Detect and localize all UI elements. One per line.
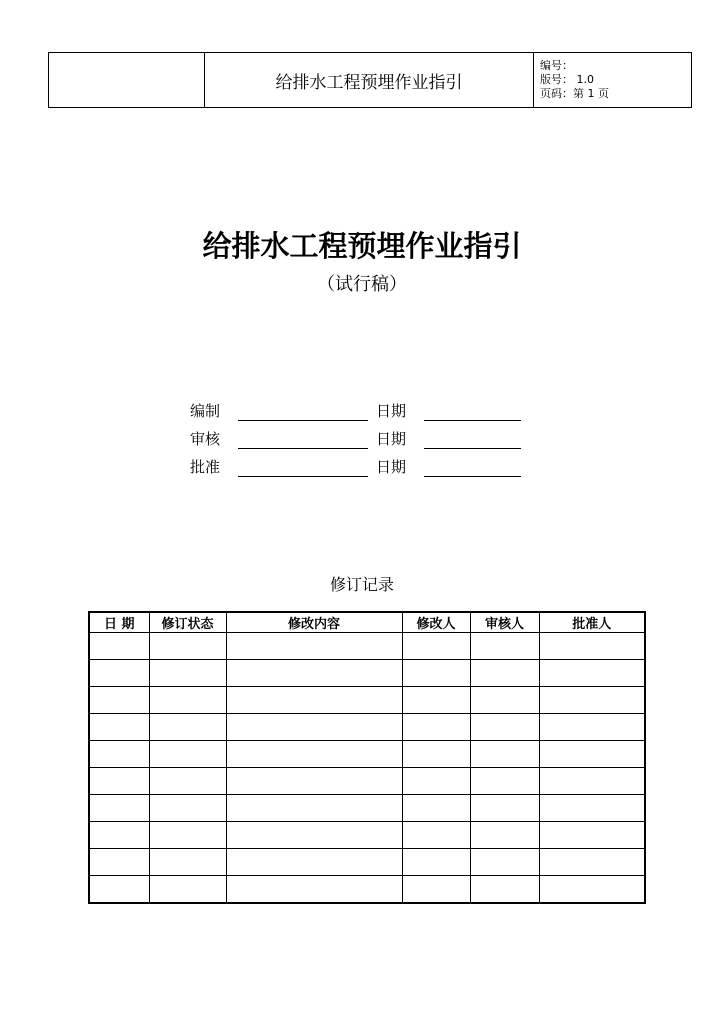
header-meta <box>534 53 691 107</box>
doc-page: 页码：第 1 页 <box>540 87 609 100</box>
table-cell <box>89 768 149 795</box>
table-cell <box>149 714 226 741</box>
signoff-label: 审核 <box>190 430 221 448</box>
revision-table <box>88 611 646 904</box>
table-row <box>89 714 645 741</box>
table-cell <box>226 741 402 768</box>
signoff-label: 编制 <box>190 402 221 420</box>
doc-version: 版号： 1.0 <box>540 73 594 86</box>
table-cell <box>402 822 470 849</box>
table-cell <box>226 633 402 660</box>
table-cell <box>539 741 645 768</box>
table-cell <box>149 849 226 876</box>
date-label: 日期 <box>376 430 407 448</box>
table-cell <box>402 768 470 795</box>
col-date: 日 期 <box>89 612 149 633</box>
table-row <box>89 795 645 822</box>
table-cell <box>470 714 539 741</box>
table-cell <box>539 633 645 660</box>
signature-line <box>238 420 368 421</box>
table-cell <box>470 822 539 849</box>
table-cell <box>470 741 539 768</box>
document-subtitle: （试行稿） <box>317 274 407 295</box>
table-cell <box>402 741 470 768</box>
table-cell <box>89 849 149 876</box>
table-cell <box>149 795 226 822</box>
table-cell <box>226 768 402 795</box>
signoff-label: 批准 <box>190 458 221 476</box>
table-cell <box>470 768 539 795</box>
table-cell <box>89 633 149 660</box>
date-label: 日期 <box>376 402 407 420</box>
table-cell <box>539 687 645 714</box>
table-cell <box>402 687 470 714</box>
date-line <box>424 448 521 449</box>
table-row <box>89 768 645 795</box>
table-cell <box>149 822 226 849</box>
table-header-row <box>89 612 645 633</box>
table-cell <box>149 741 226 768</box>
date-line <box>424 420 521 421</box>
table-cell <box>402 633 470 660</box>
revision-title: 修订记录 <box>329 575 394 594</box>
signature-line <box>238 476 368 477</box>
table-cell <box>402 849 470 876</box>
document-title: 给排水工程预埋作业指引 <box>202 229 522 263</box>
table-cell <box>470 660 539 687</box>
table-row <box>89 822 645 849</box>
table-row <box>89 876 645 904</box>
table-cell <box>89 687 149 714</box>
table-cell <box>89 741 149 768</box>
table-cell <box>470 876 539 904</box>
table-cell <box>226 795 402 822</box>
date-label: 日期 <box>376 458 407 476</box>
signoff-block <box>190 398 530 482</box>
logo-cell <box>49 53 205 107</box>
table-cell <box>402 795 470 822</box>
table-cell <box>89 795 149 822</box>
table-cell <box>149 633 226 660</box>
col-content: 修改内容 <box>226 612 402 633</box>
table-cell <box>89 822 149 849</box>
table-cell <box>539 795 645 822</box>
document-header <box>48 52 692 108</box>
signoff-row-approved <box>190 454 530 482</box>
col-reviewer: 审核人 <box>470 612 539 633</box>
table-cell <box>402 660 470 687</box>
revision-table-body <box>89 633 645 904</box>
table-cell <box>539 849 645 876</box>
table-cell <box>149 660 226 687</box>
date-line <box>424 476 521 477</box>
signature-line <box>238 448 368 449</box>
table-cell <box>149 768 226 795</box>
table-cell <box>539 768 645 795</box>
table-cell <box>470 795 539 822</box>
table-cell <box>226 687 402 714</box>
col-status: 修订状态 <box>149 612 226 633</box>
table-cell <box>226 876 402 904</box>
table-row <box>89 633 645 660</box>
table-cell <box>226 822 402 849</box>
table-cell <box>539 822 645 849</box>
table-cell <box>89 660 149 687</box>
table-cell <box>226 660 402 687</box>
table-cell <box>402 876 470 904</box>
table-cell <box>539 660 645 687</box>
table-row <box>89 687 645 714</box>
table-row <box>89 849 645 876</box>
table-cell <box>470 687 539 714</box>
header-title: 给排水工程预埋作业指引 <box>205 53 534 107</box>
table-cell <box>539 876 645 904</box>
col-modifier: 修改人 <box>402 612 470 633</box>
table-row <box>89 660 645 687</box>
table-cell <box>226 714 402 741</box>
table-cell <box>149 876 226 904</box>
table-cell <box>149 687 226 714</box>
table-cell <box>226 849 402 876</box>
table-cell <box>470 849 539 876</box>
table-row <box>89 741 645 768</box>
table-cell <box>89 714 149 741</box>
signoff-row-prepared <box>190 398 530 426</box>
table-cell <box>89 876 149 904</box>
col-approver: 批准人 <box>539 612 645 633</box>
table-cell <box>402 714 470 741</box>
signoff-row-reviewed <box>190 426 530 454</box>
table-cell <box>539 714 645 741</box>
table-cell <box>470 633 539 660</box>
doc-number: 编号： <box>540 59 573 72</box>
